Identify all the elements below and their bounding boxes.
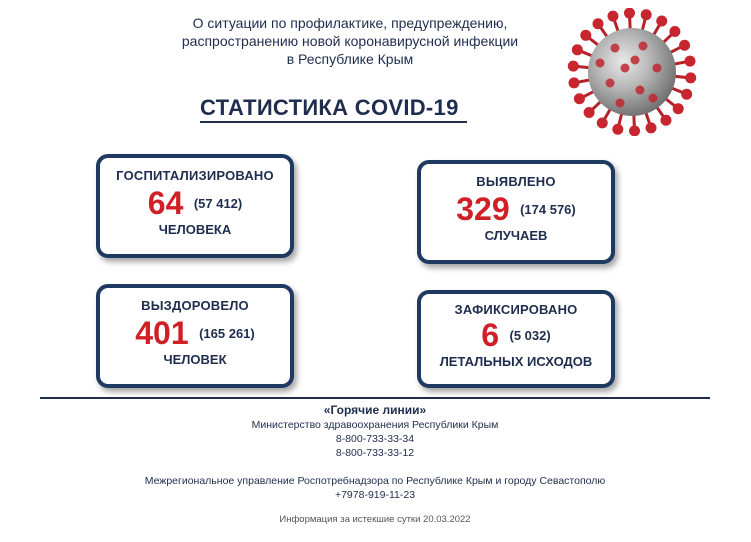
deaths-card: [417, 290, 615, 388]
rospotreb-block: [90, 475, 660, 501]
rospotreb-name: Межрегиональное управление Роспотребнадзора по Республике Крым и городу Севастополю: [144, 475, 606, 487]
recovered-label: ВЫЗДОРОВЕЛО: [141, 298, 249, 313]
deaths-label: ЗАФИКСИРОВАНО: [454, 302, 578, 317]
detected-unit: СЛУЧАЕВ: [484, 228, 548, 243]
header-line-3: в Республике Крым: [286, 51, 414, 67]
coronavirus-icon: [565, 8, 700, 136]
hospitalized-value-row: [100, 185, 290, 222]
recovered-unit: ЧЕЛОВЕК: [163, 352, 227, 367]
deaths-value: 6: [481, 317, 500, 353]
deaths-unit: ЛЕТАЛЬНЫХ ИСХОДОВ: [439, 354, 593, 369]
rospotreb-phone: +7978-919-11-23: [334, 489, 416, 501]
hospitalized-card: [96, 154, 294, 258]
recovered-value-row: [100, 315, 290, 352]
ministry-phone-1: 8-800-733-33-34: [335, 433, 415, 445]
page-title-text: СТАТИСТИКА COVID-19: [200, 95, 467, 123]
header-line-2: распространению новой коронавирусной инфекции: [181, 33, 519, 49]
hospitalized-unit: ЧЕЛОВЕКА: [158, 222, 232, 237]
detected-value: 329: [456, 191, 510, 227]
deaths-value-row: [421, 317, 611, 354]
deaths-total: (5 032): [509, 328, 551, 343]
hospitalized-label: ГОСПИТАЛИЗИРОВАНО: [116, 168, 274, 183]
header-line-1: О ситуации по профилактике, предупреждению,: [192, 15, 508, 31]
ministry-name: Министерство здравоохранения Республики Крым: [251, 419, 499, 431]
hospitalized-value: 64: [147, 185, 184, 221]
recovered-total: (165 261): [199, 326, 255, 341]
hotline-block: [90, 403, 660, 459]
recovered-value: 401: [135, 315, 189, 351]
section-divider: [40, 397, 710, 399]
recovered-card: [96, 284, 294, 388]
ministry-phone-2: 8-800-733-33-12: [335, 447, 415, 459]
detected-value-row: [421, 191, 611, 228]
detected-card: [417, 160, 615, 264]
info-date-note: Информация за истекшие сутки 20.03.2022: [279, 514, 471, 525]
page-title: [200, 95, 500, 121]
hotline-title: «Горячие линии»: [323, 403, 427, 417]
header-intro: [140, 14, 560, 68]
detected-total: (174 576): [520, 202, 576, 217]
detected-label: ВЫЯВЛЕНО: [476, 174, 556, 189]
hospitalized-total: (57 412): [193, 196, 243, 211]
